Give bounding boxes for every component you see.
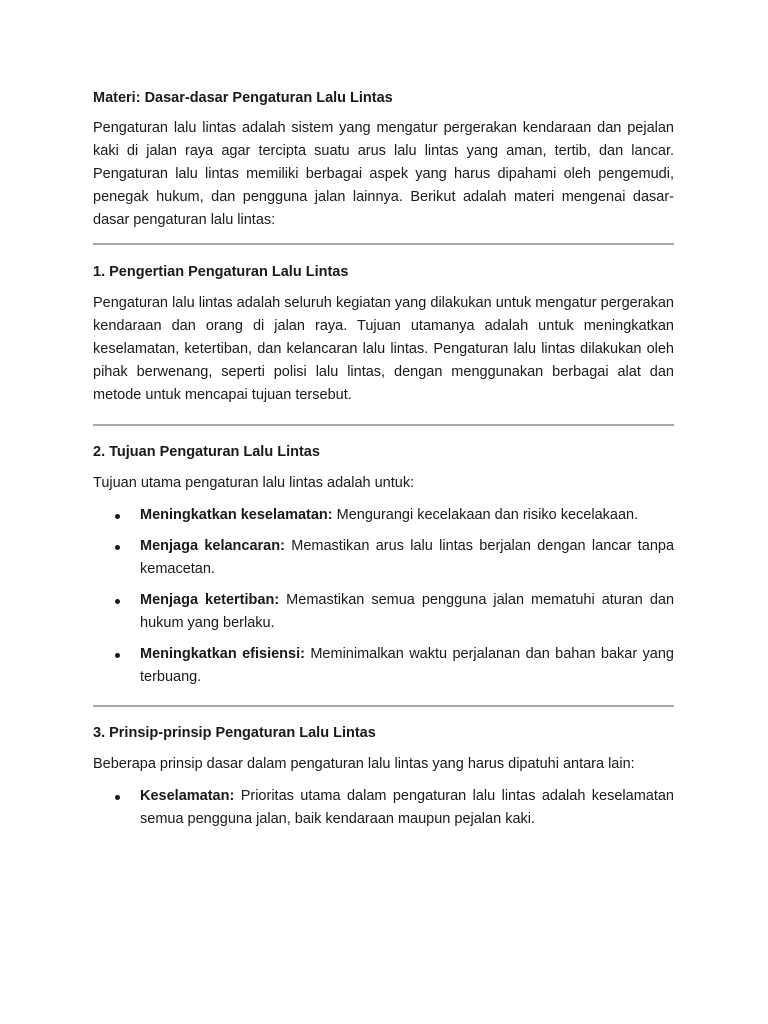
list-item-text: Meminimalkan waktu perjalanan dan bahan bakar yang terbuang. <box>140 646 674 685</box>
section-divider <box>93 243 674 245</box>
list-item-text: Memastikan semua pengguna jalan mematuhi aturan dan hukum yang berlaku. <box>140 592 675 631</box>
section-heading: 3. Prinsip-prinsip Pengaturan Lalu Lintas <box>93 725 376 741</box>
list-item <box>93 504 674 527</box>
bullet-icon <box>115 795 120 800</box>
list-item <box>93 643 674 689</box>
list-item-term: Menjaga kelancaran: <box>140 538 285 554</box>
section-divider <box>93 424 674 426</box>
section-heading: 2. Tujuan Pengaturan Lalu Lintas <box>93 444 320 460</box>
list-item-term: Meningkatkan keselamatan: <box>140 507 333 523</box>
section-paragraph: Tujuan utama pengaturan lalu lintas adalah untuk: <box>93 475 415 491</box>
list-item-text: Mengurangi kecelakaan dan risiko kecelakaan. <box>336 507 639 523</box>
section-divider <box>93 705 674 707</box>
section-paragraph: Beberapa prinsip dasar dalam pengaturan lalu lintas yang harus dipatuhi antara lain: <box>93 756 635 772</box>
goals-list <box>93 504 674 689</box>
bullet-icon <box>115 653 120 658</box>
list-item <box>93 785 674 831</box>
list-item <box>93 535 674 581</box>
bullet-icon <box>115 514 120 519</box>
section-paragraph: Pengaturan lalu lintas adalah seluruh kegiatan yang dilakukan untuk mengatur pergerakan kendaraan dan orang di jalan raya. Tujuan utamanya adalah untuk meningkatkan keselamatan, ketertiban, dan kelancaran lalu lintas. Pengaturan lalu lintas dilakukan oleh pihak berwenang, seperti polisi lalu lintas, dengan menggunakan berbagai alat dan metode untuk mencapai tujuan tersebut. <box>93 295 674 403</box>
bullet-icon <box>115 545 120 550</box>
list-item-term: Keselamatan: <box>140 788 235 804</box>
list-item-term: Meningkatkan efisiensi: <box>140 646 305 662</box>
principles-list <box>93 785 674 831</box>
list-item <box>93 589 674 635</box>
list-item-text: Prioritas utama dalam pengaturan lalu lintas adalah keselamatan semua pengguna jalan, baik kendaraan maupun pejalan kaki. <box>140 788 674 827</box>
bullet-icon <box>115 599 120 604</box>
document-title: Materi: Dasar-dasar Pengaturan Lalu Lintas <box>93 90 393 106</box>
list-item-term: Menjaga ketertiban: <box>140 592 280 608</box>
intro-paragraph: Pengaturan lalu lintas adalah sistem yang mengatur pergerakan kendaraan dan pejalan kaki di jalan raya agar tercipta suatu arus lalu lintas yang aman, tertib, dan lancar. Pengaturan lalu lintas memiliki berbagai aspek yang harus dipahami oleh pengemudi, penegak hukum, dan pengguna jalan lainnya. Berikut adalah materi mengenai dasar-dasar pengaturan lalu lintas: <box>93 120 674 228</box>
list-item-text: Memastikan arus lalu lintas berjalan dengan lancar tanpa kemacetan. <box>140 538 675 577</box>
section-heading: 1. Pengertian Pengaturan Lalu Lintas <box>93 264 349 280</box>
